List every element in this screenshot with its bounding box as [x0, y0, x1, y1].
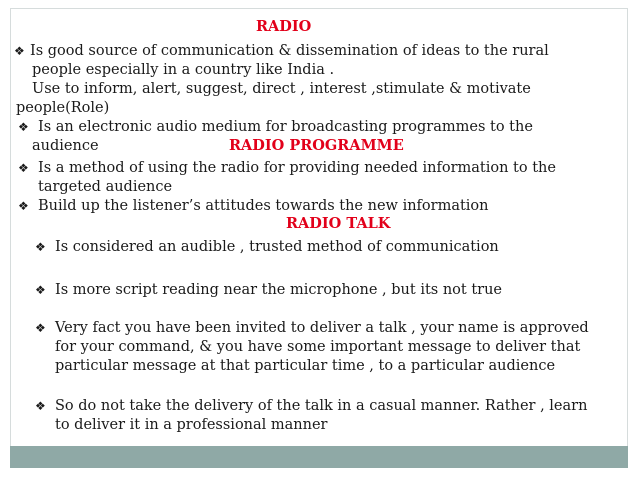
footer-bar [10, 446, 628, 468]
text-line: Is a method of using the radio for providing needed information to the [38, 160, 556, 176]
text-line: for your command, & you have some important message to deliver that [55, 339, 581, 355]
text-line: Is considered an audible , trusted method of communication [55, 239, 499, 255]
text-line: So do not take the delivery of the talk in a casual manner. Rather , learn [55, 398, 588, 414]
text-line: Is an electronic audio medium for broadcasting programmes to the [38, 119, 533, 135]
text-line: particular message at that particular time , to a particular audience [55, 358, 556, 374]
bullet-icon: ❖ [35, 399, 46, 413]
bullet-icon: ❖ [14, 44, 25, 58]
text-line: people especially in a country like India . [32, 62, 335, 78]
text-line: targeted audience [38, 179, 173, 195]
text-line: Build up the listener’s attitudes towards the new information [38, 198, 489, 214]
bullet-icon: ❖ [18, 120, 29, 134]
text-line: audience [32, 138, 99, 154]
bullet-icon: ❖ [35, 283, 46, 297]
bullet-icon: ❖ [35, 321, 46, 335]
text-line: Is more script reading near the microphone , but its not true [55, 282, 503, 298]
text-line: people(Role) [16, 100, 110, 116]
text-line: Is good source of communication & dissemination of ideas to the rural [30, 43, 549, 59]
text-line: Use to inform, alert, suggest, direct , interest ,stimulate & motivate [32, 81, 531, 97]
heading-radio-talk: RADIO TALK [286, 215, 391, 232]
heading-radio: RADIO [256, 18, 312, 35]
text-line: Very fact you have been invited to deliver a talk , your name is approved [55, 320, 589, 336]
bullet-icon: ❖ [18, 199, 29, 213]
bullet-icon: ❖ [35, 240, 46, 254]
heading-radio-programme: RADIO PROGRAMME [229, 137, 404, 154]
text-line: to deliver it in a professional manner [55, 417, 328, 433]
bullet-icon: ❖ [18, 161, 29, 175]
